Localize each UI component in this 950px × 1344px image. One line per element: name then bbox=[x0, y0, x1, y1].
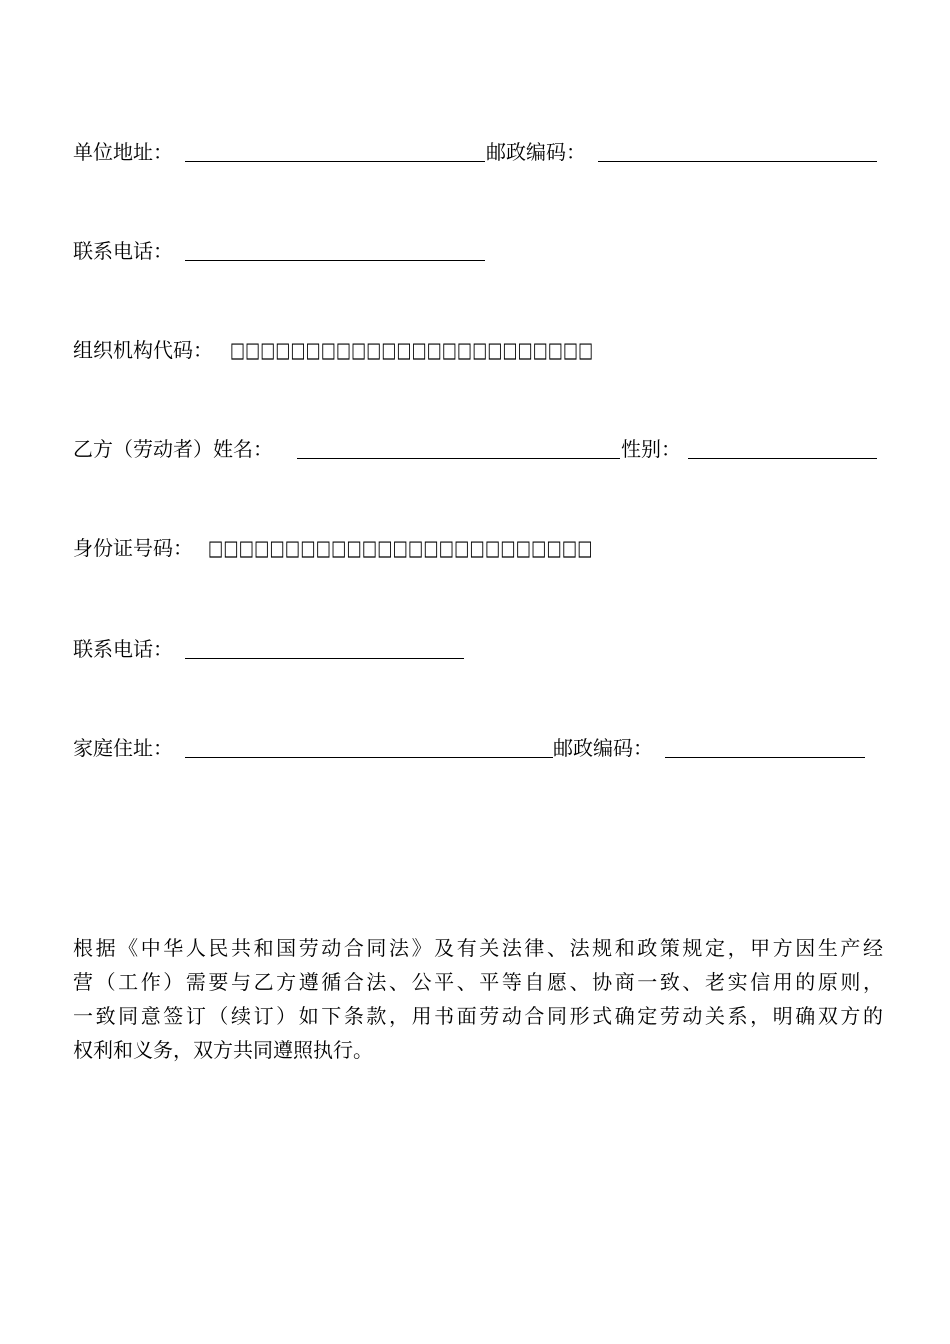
gender-label: 性别： bbox=[621, 437, 681, 461]
preamble-line: 营（工作）需要与乙方遵循合法、公平、平等自愿、协商一致、老实信用的原则， bbox=[73, 970, 886, 994]
home-postcode-label: 邮政编码： bbox=[553, 736, 653, 760]
party-b-phone-blank[interactable] bbox=[185, 658, 464, 659]
unit-postcode-blank[interactable] bbox=[598, 161, 877, 162]
party-b-name-row bbox=[73, 435, 878, 463]
unit-phone-blank[interactable] bbox=[185, 260, 485, 261]
unit-phone-row bbox=[73, 237, 493, 265]
gender-blank[interactable] bbox=[688, 458, 877, 459]
home-address-row bbox=[73, 734, 873, 762]
home-address-blank[interactable] bbox=[185, 757, 553, 758]
home-address-label: 家庭住址： bbox=[73, 736, 173, 760]
party-b-name-blank[interactable] bbox=[297, 458, 620, 459]
org-code-label: 组织机构代码： bbox=[73, 338, 213, 362]
preamble-line: 根据《中华人民共和国劳动合同法》及有关法律、法规和政策规定，甲方因生产经 bbox=[73, 936, 886, 960]
org-code-boxes[interactable]: □□□□□□□□□□□□□□□□□□□□□□□□ bbox=[230, 338, 594, 362]
unit-address-row bbox=[73, 138, 878, 166]
id-number-row bbox=[73, 534, 593, 562]
preamble-line: 权利和义务，双方共同遵照执行。 bbox=[73, 1038, 373, 1062]
org-code-row bbox=[73, 336, 593, 364]
unit-postcode-label: 邮政编码： bbox=[486, 140, 586, 164]
party-b-name-label: 乙方（劳动者）姓名： bbox=[73, 437, 273, 461]
preamble-line: 一致同意签订（续订）如下条款，用书面劳动合同形式确定劳动关系，明确双方的 bbox=[73, 1004, 886, 1028]
unit-address-blank[interactable] bbox=[185, 161, 485, 162]
id-number-label: 身份证号码： bbox=[73, 536, 193, 560]
party-b-phone-row bbox=[73, 635, 473, 663]
unit-address-label: 单位地址： bbox=[73, 140, 173, 164]
home-postcode-blank[interactable] bbox=[665, 757, 865, 758]
unit-phone-label: 联系电话： bbox=[73, 239, 173, 263]
party-b-phone-label: 联系电话： bbox=[73, 637, 173, 661]
id-number-boxes[interactable]: □□□□□□□□□□□□□□□□□□□□□□□□□ bbox=[208, 536, 593, 560]
contract-preamble bbox=[73, 930, 886, 1080]
